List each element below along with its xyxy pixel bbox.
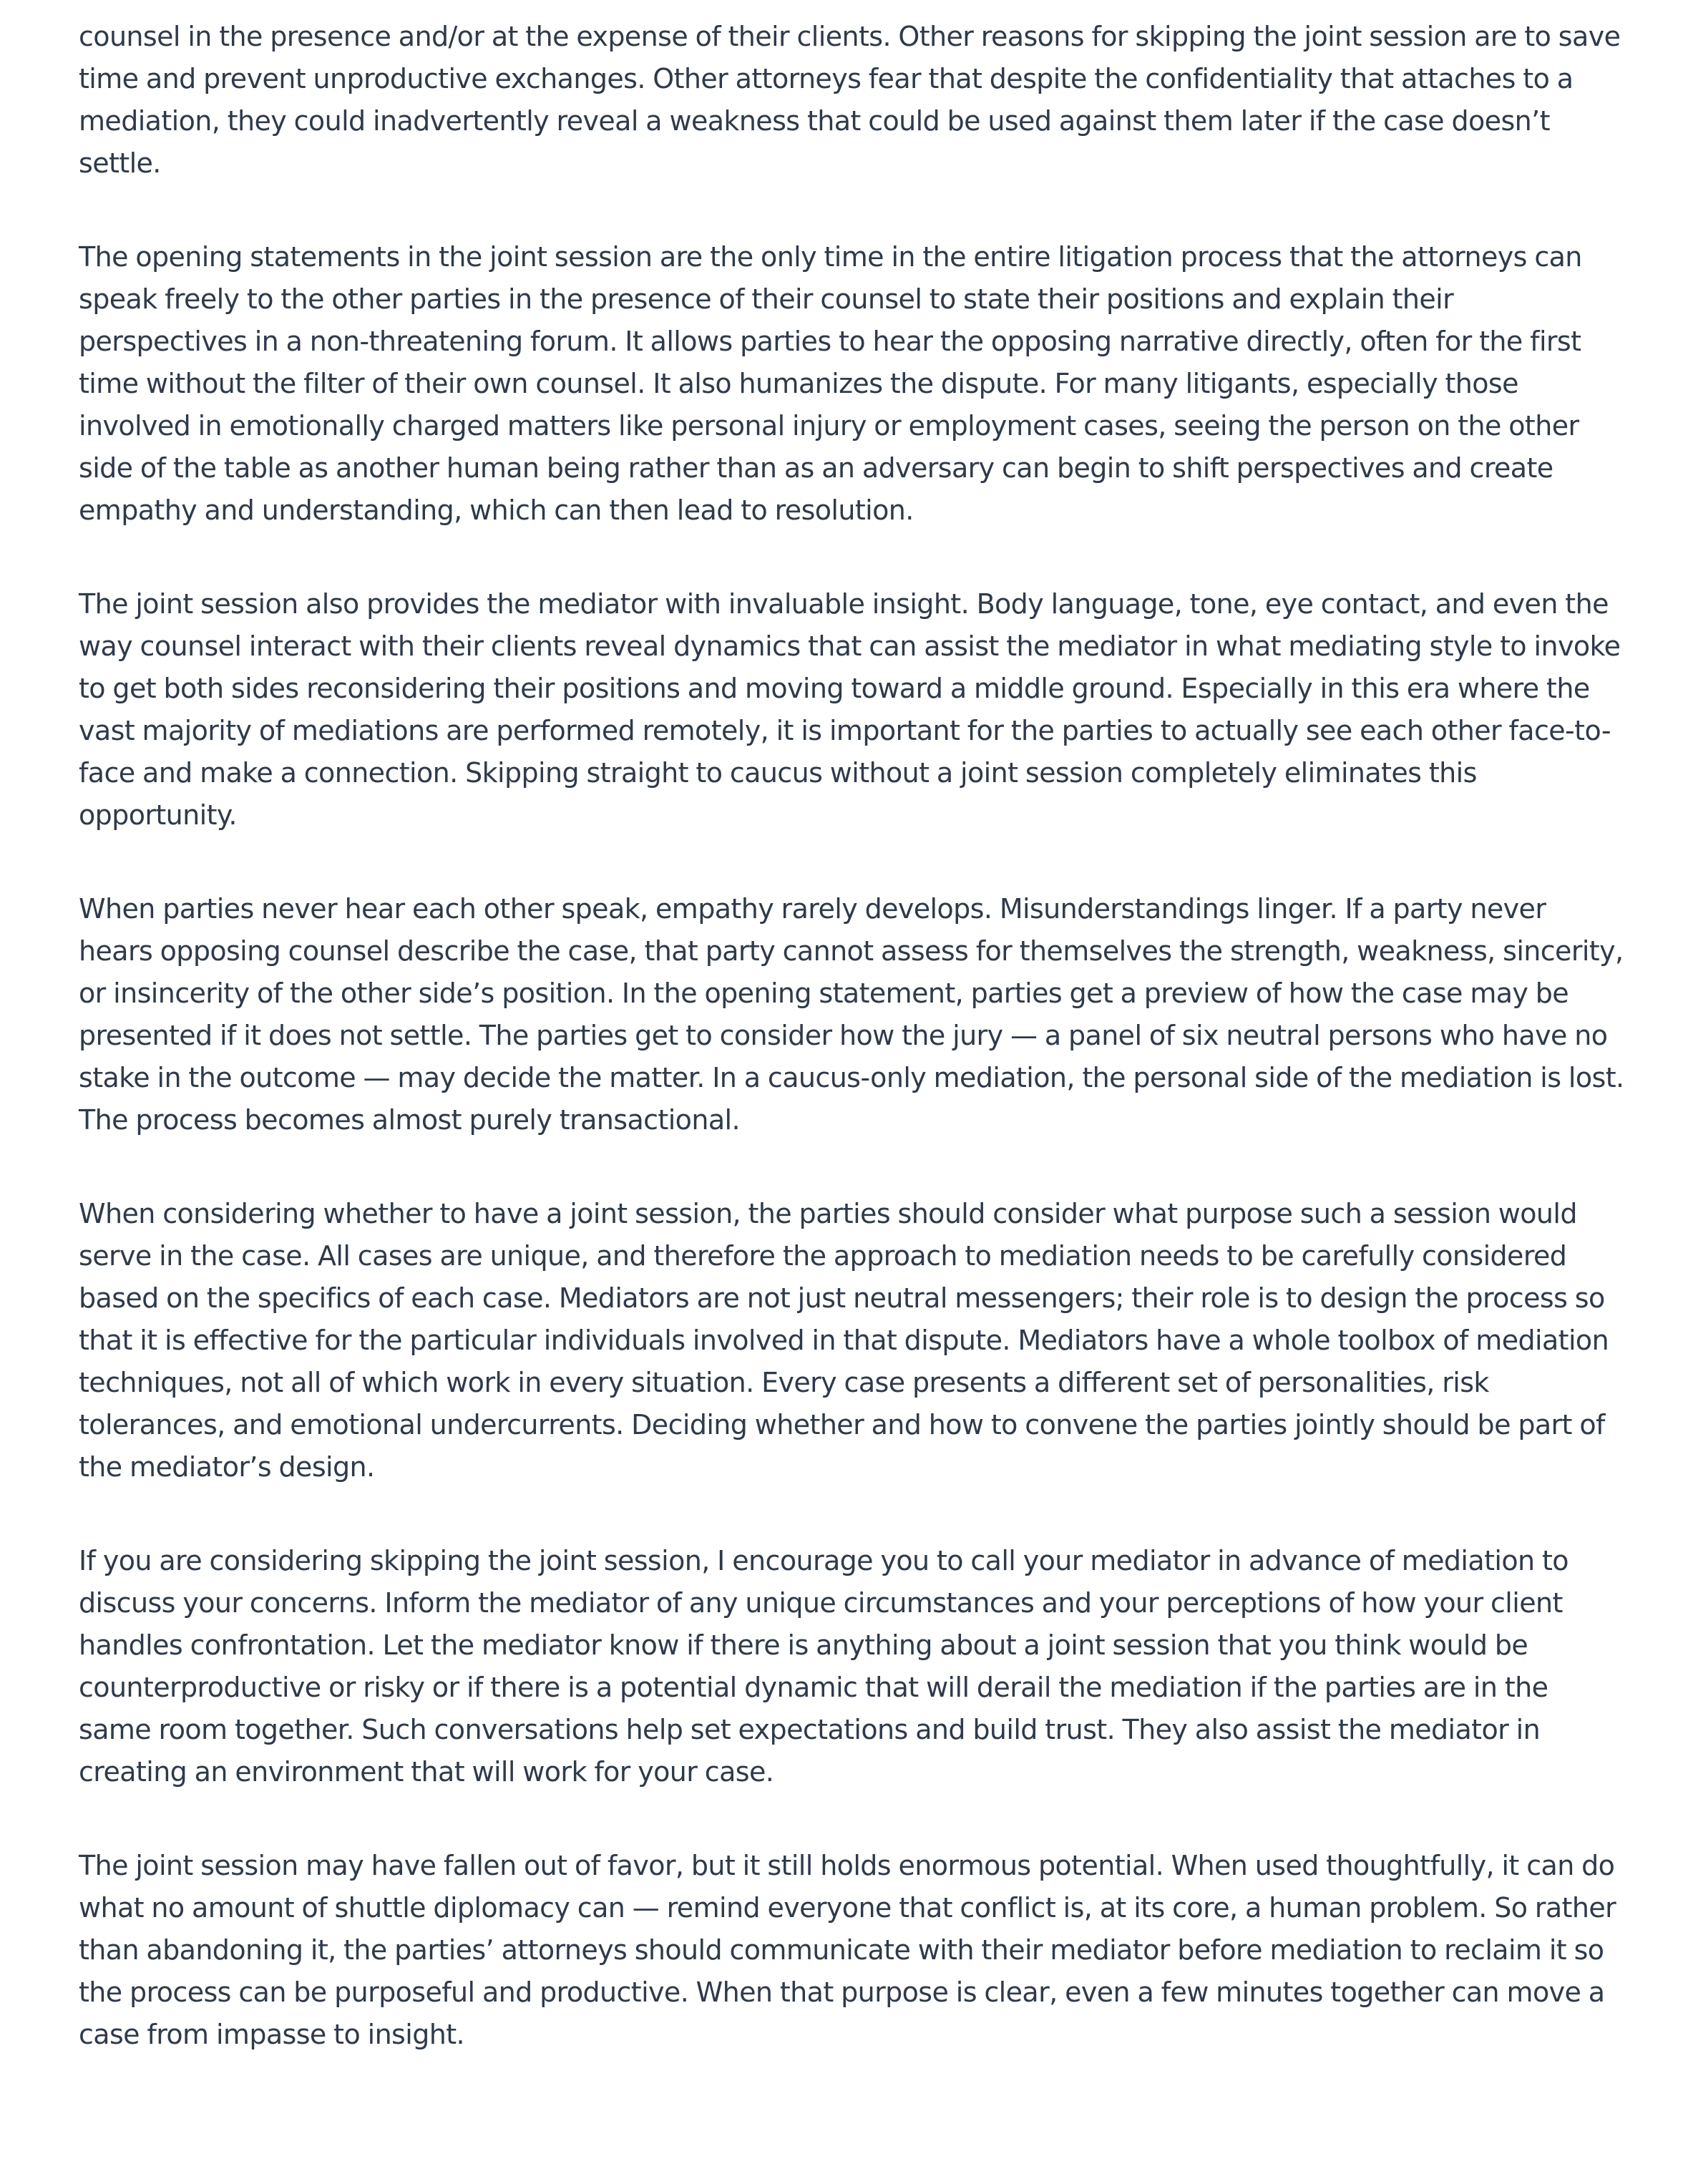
article-paragraph-7: The joint session may have fallen out of favor, but it still holds enormous potential. When used thoughtfully, it can do what no amount of shuttle diplomacy can — remind everyone that conflict is, at its core, a human problem. So rather than abandoning it, the parties’ attorneys should communicate with their mediator before mediation to reclaim it so the process can be purposeful and productive. When that purpose is clear, even a few minutes together can move a case from impasse to insight.: [79, 1850, 1616, 2050]
article-paragraph-4: When parties never hear each other speak, empathy rarely develops. Misunderstandings linger. If a party never hears opposing counsel describe the case, that party cannot assess for themselves the strength, weakness, sincerity, or insincerity of the other side’s position. In the opening statement, parties get a preview of how the case may be presented if it does not settle. The parties get to consider how the jury — a panel of six neutral persons who have no stake in the outcome — may decide the matter. In a caucus-only mediation, the personal side of the mediation is lost. The process becomes almost purely transactional.: [79, 893, 1624, 1136]
article-paragraph-2: The opening statements in the joint session are the only time in the entire litigation process that the attorneys can speak freely to the other parties in the presence of their counsel to state their positions and explain their perspectives in a non-threatening forum. It allows parties to hear the opposing narrative directly, often for the first time without the filter of their own counsel. It also humanizes the dispute. For many litigants, especially those involved in emotionally charged matters like personal injury or employment cases, seeing the person on the other side of the table as another human being rather than as an adversary can begin to shift perspectives and create empathy and understanding, which can then lead to resolution.: [79, 241, 1582, 526]
article-paragraph-6: If you are considering skipping the joint session, I encourage you to call your mediator in advance of mediation to discuss your concerns. Inform the mediator of any unique circumstances and your perceptions of how your client handles confrontation. Let the mediator know if there is anything about a joint session that you think would be counterproductive or risky or if there is a potential dynamic that will derail the mediation if the parties are in the same room together. Such conversations help set expectations and build trust. They also assist the mediator in creating an environment that will work for your case.: [79, 1545, 1569, 1788]
article-body: [79, 16, 1624, 2107]
article-paragraph-5: When considering whether to have a joint session, the parties should consider what purpose such a session would serve in the case. All cases are unique, and therefore the approach to mediation needs to be carefully considered based on the specifics of each case. Mediators are not just neutral messengers; their role is to design the process so that it is effective for the particular individuals involved in that dispute. Mediators have a whole toolbox of mediation techniques, not all of which work in every situation. Every case presents a different set of personalities, risk tolerances, and emotional undercurrents. Deciding whether and how to convene the parties jointly should be part of the mediator’s design.: [79, 1198, 1609, 1483]
article-paragraph-1: counsel in the presence and/or at the expense of their clients. Other reasons for skipping the joint session are to save time and prevent unproductive exchanges. Other attorneys fear that despite the confidentiality that attaches to a mediation, they could inadvertently reveal a weakness that could be used against them later if the case doesn’t settle.: [79, 21, 1621, 179]
article-paragraph-3: The joint session also provides the mediator with invaluable insight. Body language, tone, eye contact, and even the way counsel interact with their clients reveal dynamics that can assist the mediator in what mediating style to invoke to get both sides reconsidering their positions and moving toward a middle ground. Especially in this era where the vast majority of mediations are performed remotely, it is important for the parties to actually see each other face-to-face and make a connection. Skipping straight to caucus without a joint session completely eliminates this opportunity.: [79, 588, 1621, 831]
